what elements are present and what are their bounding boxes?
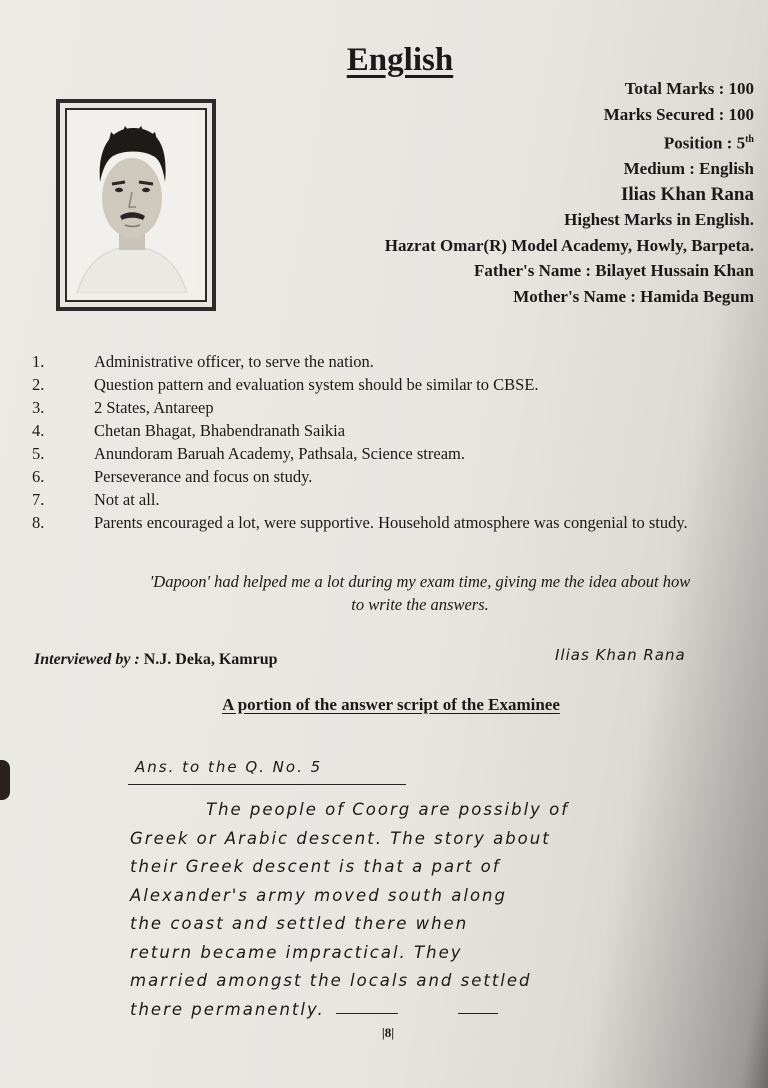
handwritten-line: The people of Coorg are possibly of <box>206 800 570 819</box>
highlight-note: Highest Marks in English. <box>564 210 754 230</box>
position <box>314 127 754 156</box>
interviewer-label: Interviewed by : <box>34 651 144 668</box>
list-item <box>32 465 752 488</box>
medium: Medium : English <box>623 159 754 179</box>
student-name: Ilias Khan Rana <box>620 183 754 205</box>
item-text: Not at all. <box>94 490 160 509</box>
position-text: Position : 5 <box>663 133 746 153</box>
handwritten-line: there permanently. <box>130 999 325 1019</box>
student-info <box>314 76 754 309</box>
item-number: 7. <box>32 490 45 509</box>
quote-line: 'Dapoon' had helped me a lot during my exam time, giving me the idea about how <box>149 572 691 591</box>
page-title: English <box>346 42 454 78</box>
list-item <box>32 442 752 465</box>
list-item <box>32 350 752 373</box>
item-text: Administrative officer, to serve the nation. <box>94 352 374 371</box>
script-question-label: Ans. to the Q. No. 5 <box>135 758 323 776</box>
item-number: 2. <box>32 375 45 394</box>
handwritten-line: their Greek descent is that a part of <box>130 857 501 876</box>
quote-line: to write the answers. <box>351 595 489 614</box>
handwritten-line: Greek or Arabic descent. The story about <box>130 828 551 848</box>
list-item <box>32 396 752 419</box>
testimonial-quote <box>90 570 750 616</box>
student-signature: Ilias Khan Rana <box>555 646 686 664</box>
interviewer-name: N.J. Deka, Kamrup <box>143 651 278 668</box>
total-marks: Total Marks : 100 <box>624 79 754 98</box>
answers-list <box>32 350 752 534</box>
marks-secured: Marks Secured : 100 <box>603 104 754 124</box>
handwritten-answer <box>130 796 569 1024</box>
page-edge-shadow <box>0 760 10 800</box>
end-mark-right <box>458 1013 498 1014</box>
mother-name: Mother's Name : Hamida Begum <box>513 286 754 306</box>
answer-script-heading: A portion of the answer script of the Examinee <box>222 695 560 714</box>
student-portrait <box>65 108 207 302</box>
item-number: 1. <box>32 352 45 371</box>
item-number: 8. <box>32 513 45 532</box>
item-text: Perseverance and focus on study. <box>94 467 313 486</box>
item-number: 3. <box>32 398 45 417</box>
page-number: |8| <box>381 1025 395 1040</box>
script-underline <box>128 784 406 785</box>
item-number: 6. <box>32 467 45 486</box>
item-text: Question pattern and evaluation system should be similar to CBSE. <box>94 375 539 394</box>
student-photo <box>56 99 216 311</box>
school-name: Hazrat Omar(R) Model Academy, Howly, Barpeta. <box>384 235 754 255</box>
portrait-image <box>67 110 197 293</box>
end-mark-left <box>336 1013 398 1014</box>
list-item <box>32 419 752 442</box>
item-number: 5. <box>32 444 45 463</box>
list-item <box>32 511 752 534</box>
list-item <box>32 373 752 396</box>
interviewer-credit <box>34 651 278 669</box>
handwritten-line: married amongst the locals and settled <box>130 971 532 990</box>
handwritten-line: Alexander's army moved south along <box>130 885 507 905</box>
item-text: Anundoram Baruah Academy, Pathsala, Science stream. <box>94 444 465 463</box>
item-text: Parents encouraged a lot, were supportive. Household atmosphere was congenial to study. <box>94 513 688 532</box>
position-suffix: th <box>745 134 754 145</box>
list-item <box>32 488 752 511</box>
handwritten-line: the coast and settled there when <box>130 914 469 933</box>
item-number: 4. <box>32 421 45 440</box>
item-text: Chetan Bhagat, Bhabendranath Saikia <box>94 421 346 440</box>
father-name: Father's Name : Bilayet Hussain Khan <box>473 261 754 281</box>
item-text: 2 States, Antareep <box>94 398 214 417</box>
handwritten-line: return became impractical. They <box>130 942 463 962</box>
